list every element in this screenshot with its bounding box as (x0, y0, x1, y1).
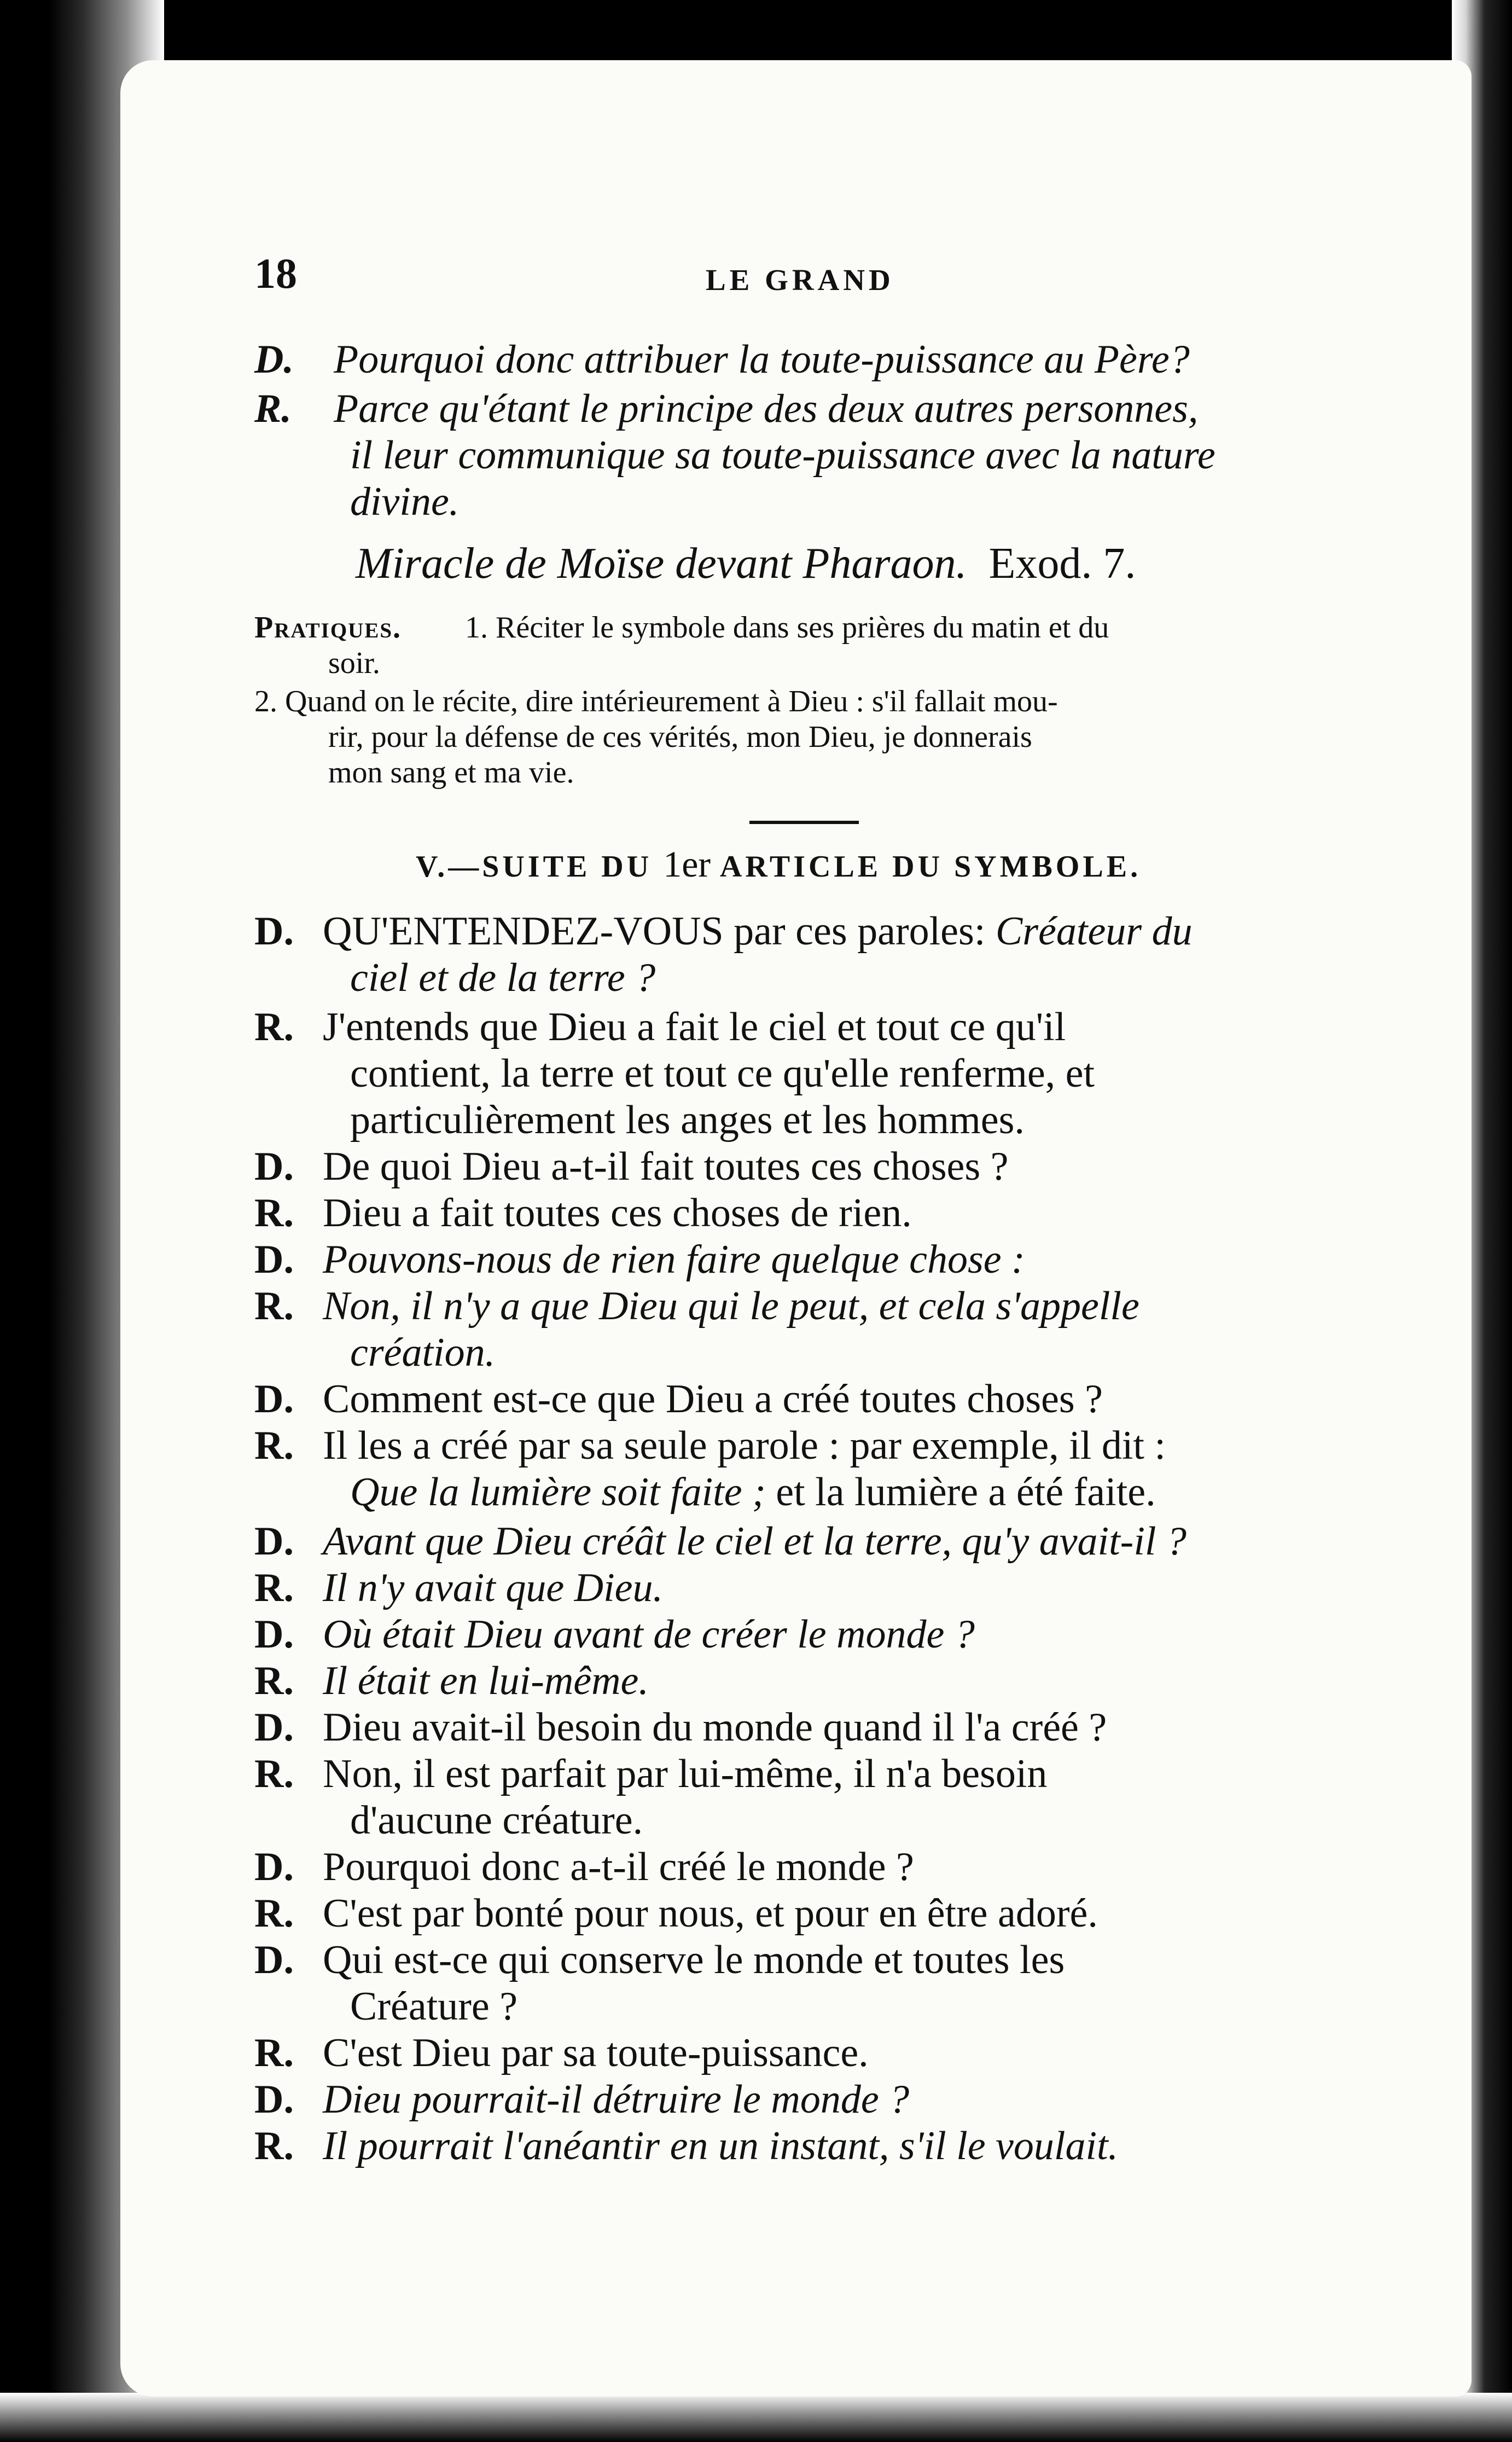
qa-label: D. (254, 2077, 294, 2122)
qa-label: D. (254, 1237, 294, 1282)
qa-label: D. (254, 1938, 294, 1982)
pratique-line: 1. Réciter le symbole dans ses prières du matin et du (465, 611, 1109, 645)
qa-label: D. (254, 1144, 294, 1189)
pratique-line: mon sang et ma vie. (328, 756, 574, 790)
qa-text: Dieu pourrait-il détruire le monde ? (323, 2077, 910, 2122)
qa-text: Il pourrait l'anéantir en un instant, s'il le voulait. (323, 2124, 1119, 2168)
section-title-ordinal: 1er (663, 843, 711, 885)
qa-text-cont: création. (350, 1330, 496, 1375)
qa-text: C'est Dieu par sa toute-puissance. (323, 2031, 869, 2075)
qa-text: Non, il n'y a que Dieu qui le peut, et cela s'appelle (323, 1284, 1139, 1329)
qa-label: D. (254, 1705, 294, 1750)
qa-text: Qui est-ce qui conserve le monde et toutes les (323, 1938, 1065, 1982)
qa-text: Dieu a fait toutes ces choses de rien. (323, 1191, 912, 1235)
qa-label: R. (254, 1191, 294, 1235)
qa-text-italic: Que la lumière soit faite ; (350, 1470, 766, 1515)
qa-text-cont: d'aucune créature. (350, 1798, 643, 1843)
qa-text-cont: Créature ? (350, 1984, 518, 2029)
pratique-line: 2. Quand on le récite, dire intérieurement à Dieu : s'il fallait mou- (254, 685, 1058, 718)
pratique-line: rir, pour la défense de ces vérités, mon Dieu, je donnerais (328, 720, 1032, 754)
qa-text-cont (350, 1469, 1156, 1516)
section-title-prefix: V.—SUITE DU (416, 850, 664, 884)
qa-label: R. (254, 1423, 294, 1468)
qa-text-cont: ciel et de la terre ? (350, 955, 656, 1000)
qa-label: R. (254, 2031, 294, 2075)
qa-label: D. (254, 909, 294, 954)
qa-text: Il était en lui-même. (323, 1658, 649, 1703)
qa-label: R. (254, 1751, 294, 1796)
qa-label: R. (254, 1005, 294, 1049)
miracle-title: Miracle de Moïse devant Pharaon. (356, 540, 967, 588)
qa-label: R. (254, 386, 292, 431)
qa-label: D. (254, 1377, 294, 1422)
section-title-suffix: ARTICLE DU SYMBOLE. (711, 850, 1142, 884)
qa-text: Où était Dieu avant de créer le monde ? (323, 1612, 975, 1657)
section-title (416, 843, 1141, 886)
qa-text-cont: contient, la terre et tout ce qu'elle renferme, et (350, 1051, 1095, 1096)
qa-text: Pourquoi donc a-t-il créé le monde ? (323, 1844, 914, 1889)
qa-text: Pouvons-nous de rien faire quelque chose : (323, 1237, 1025, 1282)
qa-text: Avant que Dieu créât le ciel et la terre, qu'y avait-il ? (323, 1519, 1187, 1564)
qa-label: D. (254, 1844, 294, 1889)
qa-text: Il n'y avait que Dieu. (323, 1565, 664, 1610)
qa-text: J'entends que Dieu a fait le ciel et tout ce qu'il (323, 1005, 1066, 1049)
page-number: 18 (254, 250, 297, 297)
section-divider (749, 821, 859, 824)
qa-text-cont: il leur communique sa toute-puissance avec la nature (350, 433, 1216, 478)
qa-text: Comment est-ce que Dieu a créé toutes choses ? (323, 1377, 1103, 1422)
qa-label: R. (254, 1658, 294, 1703)
qa-text-cont: particulièrement les anges et les hommes. (350, 1098, 1025, 1142)
qa-text-italic: Créateur du (995, 909, 1193, 954)
miracle-ref: Exod. 7. (988, 540, 1136, 588)
qa-text-roman: et la lumière a été faite. (765, 1470, 1156, 1515)
scan-border-top (0, 0, 1512, 60)
running-title: LE GRAND (706, 263, 894, 297)
miracle-caption (356, 539, 1136, 589)
qa-label: R. (254, 1284, 294, 1329)
qa-text: Dieu avait-il besoin du monde quand il l'a créé ? (323, 1705, 1107, 1750)
qa-label: D. (254, 1612, 294, 1657)
qa-text: C'est par bonté pour nous, et pour en être adoré. (323, 1891, 1098, 1936)
qa-label: R. (254, 1891, 294, 1936)
qa-label: R. (254, 1565, 294, 1610)
qa-text: Il les a créé par sa seule parole : par exemple, il dit : (323, 1423, 1166, 1468)
qa-text: QU'ENTENDEZ-VOUS par ces paroles: Créateur du (323, 909, 1193, 954)
qa-label: R. (254, 2124, 294, 2168)
qa-label: D. (254, 337, 294, 382)
qa-text: Parce qu'étant le principe des deux autres personnes, (334, 386, 1199, 431)
qa-text: Pourquoi donc attribuer la toute-puissance au Père? (334, 337, 1190, 382)
qa-text: De quoi Dieu a-t-il fait toutes ces choses ? (323, 1144, 1009, 1189)
scan-border-bottom (0, 2393, 1512, 2442)
pratique-line: soir. (328, 646, 380, 680)
qa-text-cont: divine. (350, 479, 460, 524)
qa-text: Non, il est parfait par lui-même, il n'a besoin (323, 1751, 1048, 1796)
pratiques-label: Pratiques. (254, 611, 402, 645)
qa-label: D. (254, 1519, 294, 1564)
